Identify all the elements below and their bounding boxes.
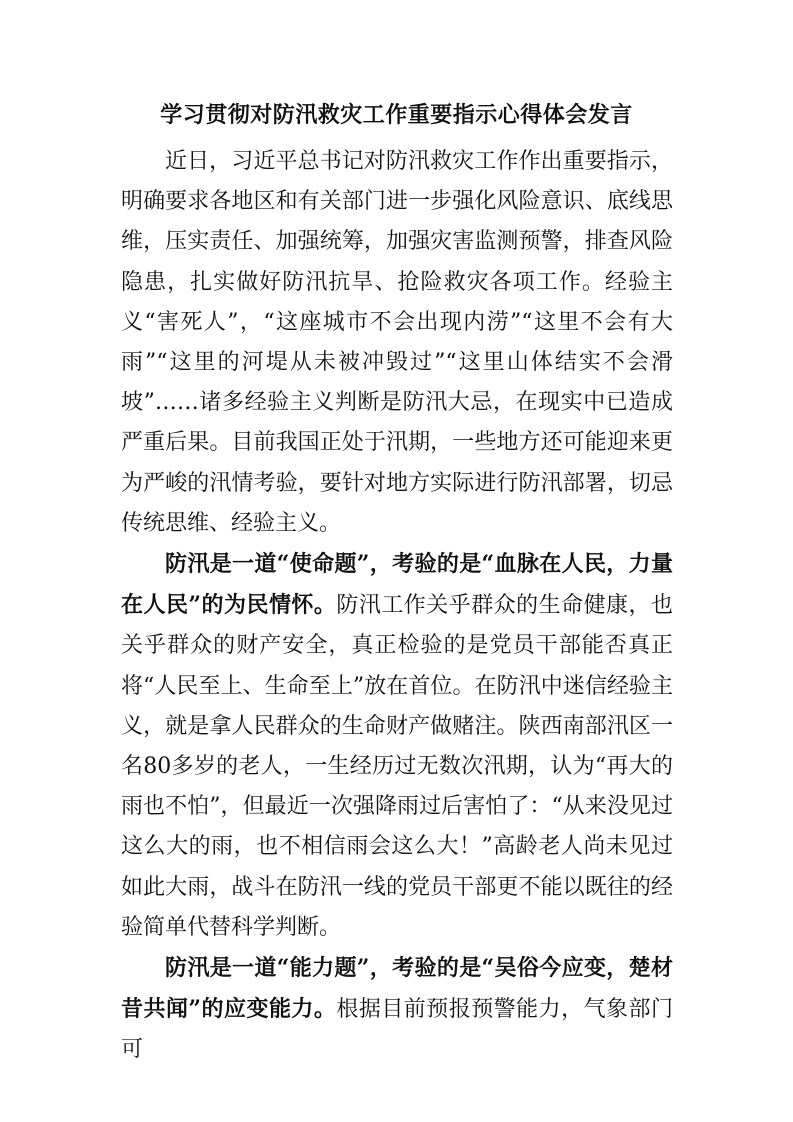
paragraph-mission	[121, 544, 673, 948]
paragraph-lead: 防汛是一道“能力题”，考验的是“吴俗今应变，楚材昔共闻”的应变能力。	[121, 955, 673, 1023]
paragraph-text: 根据目前预报预警能力，气象部门可	[121, 997, 673, 1063]
paragraph-text: 防汛工作关乎群众的生命健康，也关乎群众的财产安全，真正检验的是党员干部能否真正将“人民至上、生命至上”放在首位。在防汛中迷信经验主义，就是拿人民群众的生命财产做赌注。陕西南部汛区一名80多岁的老人，一生经历过无数次汛期，认为“再大的雨也不怕”，但最近一次强降雨过后害怕了：“从来没见过这么大的雨，也不相信雨会这么大！”高龄老人尚未见过如此大雨，战斗在防汛一线的党员干部更不能以既往的经验简单代替科学判断。	[121, 593, 673, 940]
paragraph-intro	[121, 141, 673, 544]
paragraph-text: 近日，习近平总书记对防汛救灾工作作出重要指示，明确要求各地区和有关部门进一步强化风险意识、底线思维，压实责任、加强统筹，加强灾害监测预警，排查风险隐患，扎实做好防汛抗旱、抢险救灾各项工作。经验主义“害死人”，“这座城市不会出现内涝”“这里不会有大雨”“这里的河堤从未被冲毁过”“这里山体结实不会滑坡”……诸多经验主义判断是防汛大忌，在现实中已造成严重后果。目前我国正处于汛期，一些地方还可能迎来更为严峻的汛情考验，要针对地方实际进行防汛部署，切忌传统思维、经验主义。	[121, 149, 673, 536]
paragraph-ability	[121, 948, 673, 1071]
paragraph-lead: 防汛是一道“使命题”，考验的是“血脉在人民，力量在人民”的为民情怀。	[121, 551, 673, 619]
document-body	[121, 141, 673, 1071]
document-title: 学习贯彻对防汛救灾工作重要指示心得体会发言	[160, 102, 633, 128]
